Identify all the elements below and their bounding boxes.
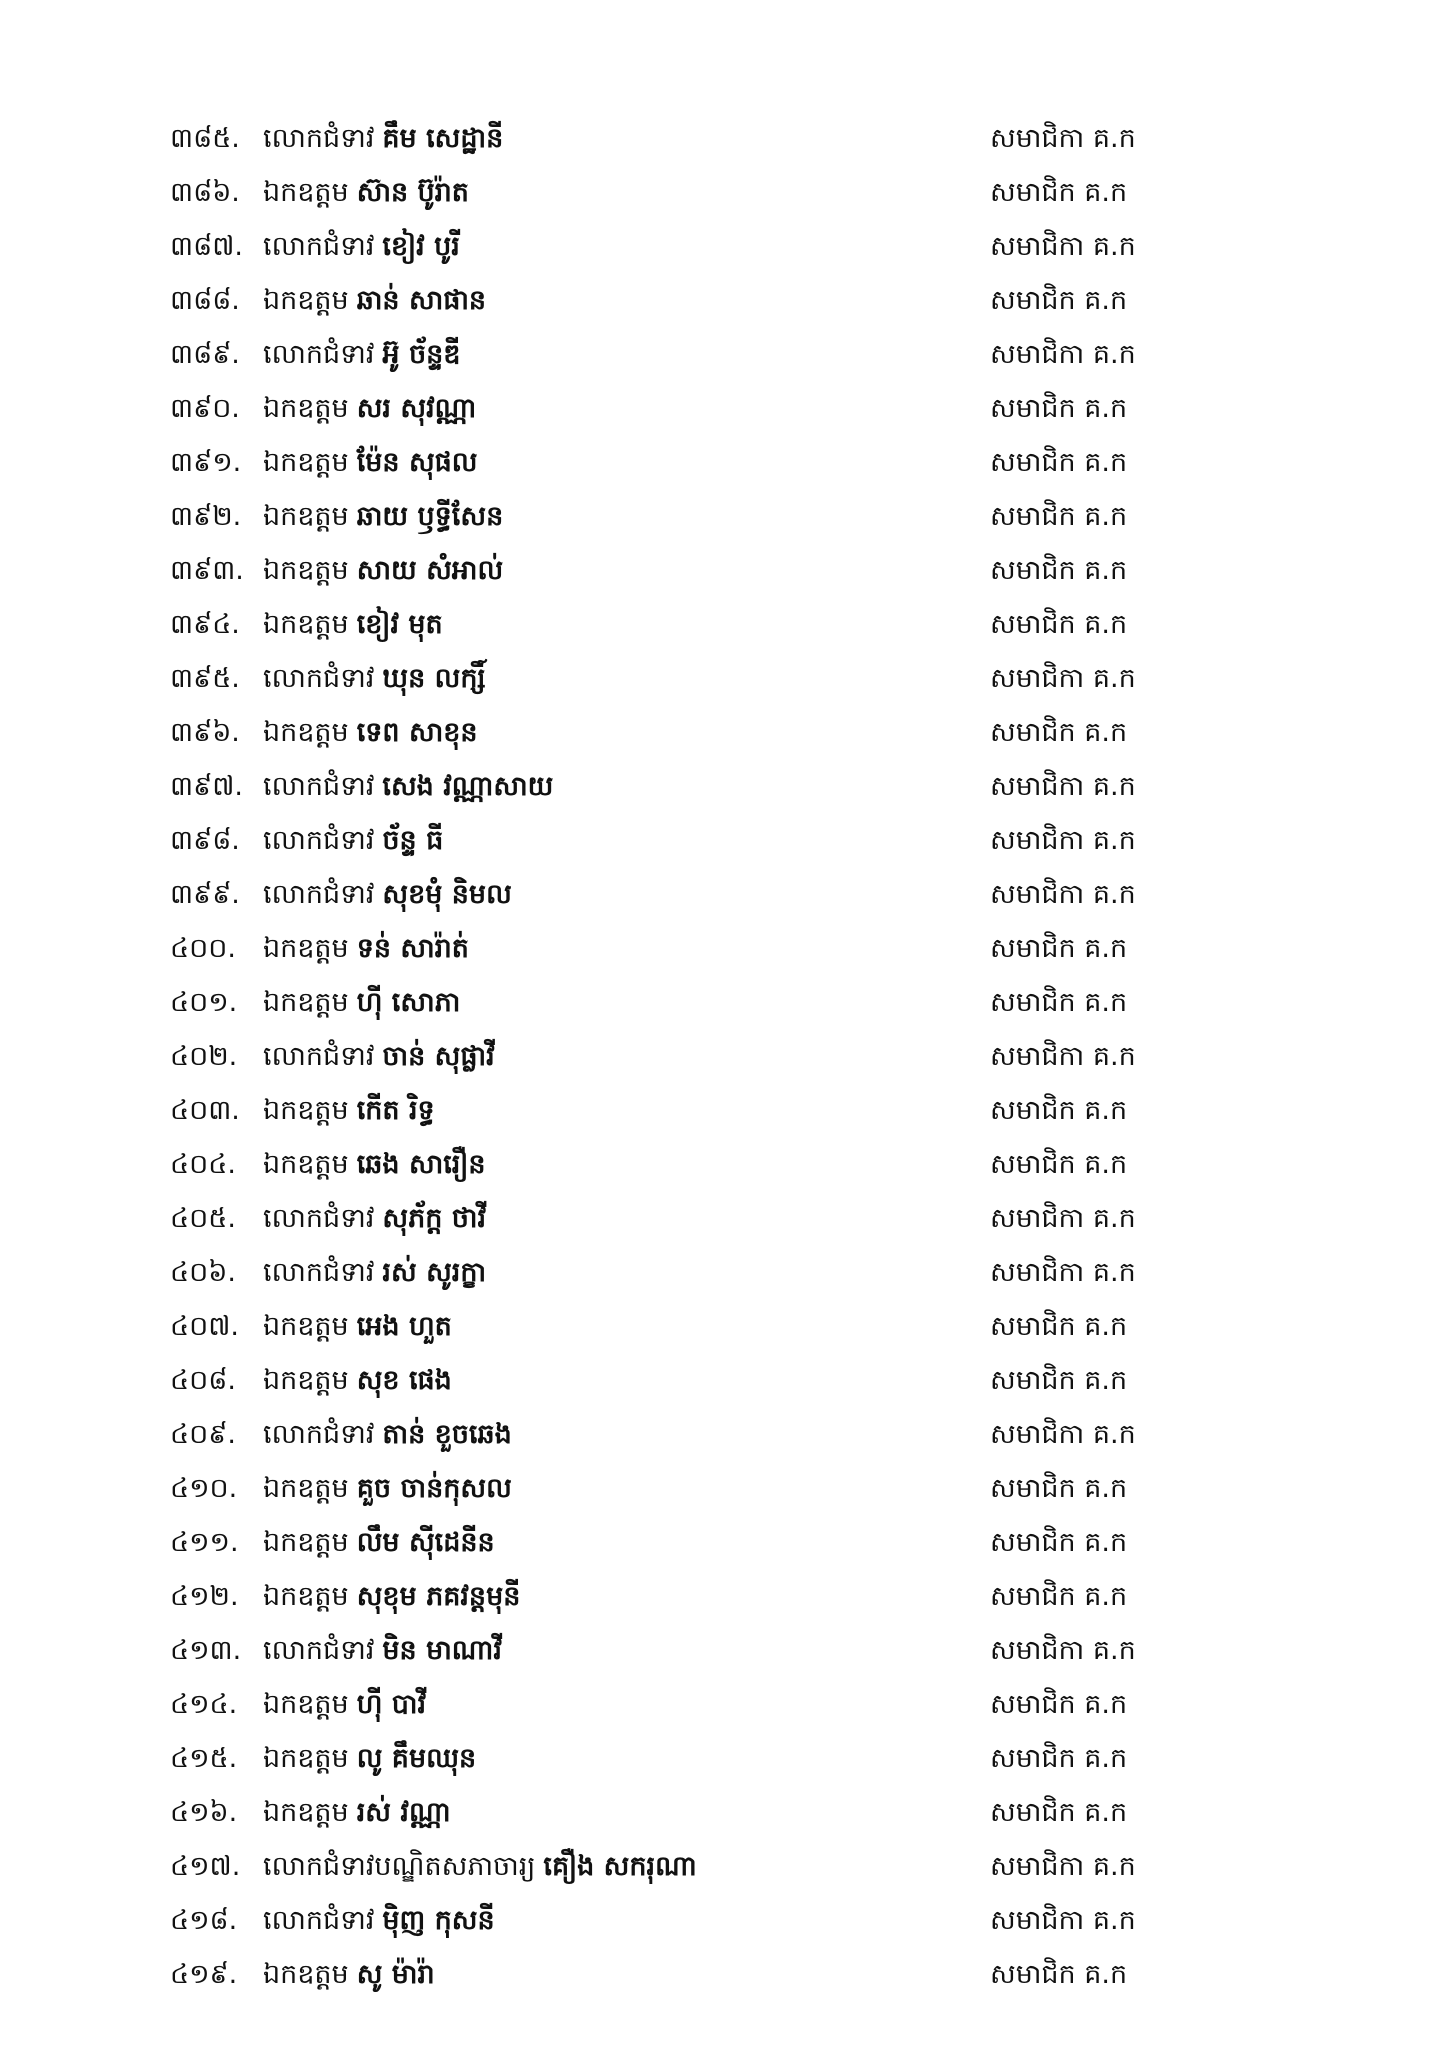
member-role: សមាជិក គ.ក [990, 1581, 1128, 1612]
member-entry [263, 1084, 435, 1138]
member-number: ៤០៨. [170, 1365, 236, 1396]
member-entry [263, 436, 478, 490]
member-entry [263, 598, 443, 652]
member-name: លឹម ស៊ីដេនីន [356, 1527, 495, 1558]
member-name: សុខមុំ និមល [382, 879, 512, 910]
member-name: រស់ សូរក្ខា [382, 1257, 487, 1288]
list-item [0, 1570, 1448, 1624]
member-role: សមាជិក គ.ក [990, 609, 1128, 640]
member-number: ៣៨៥. [170, 123, 240, 154]
member-role: សមាជិក គ.ក [990, 447, 1128, 478]
member-entry [263, 706, 478, 760]
member-entry [263, 652, 486, 706]
list-item [0, 1462, 1448, 1516]
member-role: សមាជិក គ.ក [990, 393, 1128, 424]
member-entry [263, 1246, 486, 1300]
member-honorific: ឯកឧត្ដម [263, 1311, 349, 1342]
member-entry [263, 328, 460, 382]
member-honorific: លោកជំទាវ [263, 1041, 375, 1072]
member-number: ៤០៤. [170, 1149, 236, 1180]
member-honorific: ឯកឧត្ដម [263, 1365, 349, 1396]
member-role: សមាជិក គ.ក [990, 1959, 1128, 1990]
member-role: សមាជិក គ.ក [990, 1473, 1128, 1504]
member-number: ៣៩០. [170, 393, 240, 424]
list-item [0, 1354, 1448, 1408]
member-role: សមាជិក គ.ក [990, 1797, 1128, 1828]
member-role: សមាជិក គ.ក [990, 717, 1128, 748]
member-number: ៣៨៨. [170, 285, 240, 316]
list-item [0, 598, 1448, 652]
member-honorific: ឯកឧត្ដម [263, 501, 349, 532]
member-number: ៤០៧. [170, 1311, 239, 1342]
list-item [0, 652, 1448, 706]
member-role: សមាជិកា គ.ក [990, 771, 1136, 802]
list-item [0, 1030, 1448, 1084]
list-item [0, 1516, 1448, 1570]
member-role: សមាជិក គ.ក [990, 1527, 1128, 1558]
member-entry [263, 1840, 697, 1894]
list-item [0, 382, 1448, 436]
member-entry [263, 1138, 486, 1192]
member-name: គឿង សករុណា [543, 1851, 697, 1882]
member-role: សមាជិកា គ.ក [990, 1041, 1136, 1072]
member-role: សមាជិកា គ.ក [990, 1203, 1136, 1234]
member-honorific: ឯកឧត្ដម [263, 717, 349, 748]
member-honorific: លោកជំទាវ [263, 1635, 375, 1666]
member-entry [263, 976, 460, 1030]
member-role: សមាជិក គ.ក [990, 285, 1128, 316]
list-item [0, 490, 1448, 544]
member-name: ម៉ែន សុផល [356, 447, 478, 478]
member-number: ៣៨៧. [170, 231, 243, 262]
list-item [0, 1138, 1448, 1192]
member-number: ៤១៣. [170, 1635, 242, 1666]
member-number: ៤១២. [170, 1581, 239, 1612]
member-honorific: លោកជំទាវ [263, 339, 375, 370]
member-role: សមាជិកា គ.ក [990, 879, 1136, 910]
list-item [0, 1246, 1448, 1300]
member-role: សមាជិក គ.ក [990, 177, 1128, 208]
list-item [0, 112, 1448, 166]
member-role: សមាជិក គ.ក [990, 987, 1128, 1018]
member-role: សមាជិកា គ.ក [990, 339, 1136, 370]
member-name: រស់ វណ្ណា [356, 1797, 451, 1828]
list-item [0, 1192, 1448, 1246]
member-honorific: ឯកឧត្ដម [263, 1149, 349, 1180]
list-item [0, 1894, 1448, 1948]
member-role: សមាជិក គ.ក [990, 1365, 1128, 1396]
member-name: ឆាយ ឫទ្ធីសែន [356, 501, 504, 532]
member-honorific: លោកជំទាវ [263, 1419, 375, 1450]
member-entry [263, 1354, 452, 1408]
member-role: សមាជិក គ.ក [990, 501, 1128, 532]
member-number: ៤០៣. [170, 1095, 240, 1126]
member-number: ៤០០. [170, 933, 236, 964]
member-name: តាន់ ខួចឆេង [382, 1419, 512, 1450]
list-item [0, 760, 1448, 814]
member-name: ទេព សាខុន [356, 717, 478, 748]
member-name: ទន់ សារ៉ាត់ [356, 933, 469, 964]
member-name: ខៀវ មុត [356, 609, 443, 640]
member-entry [263, 112, 503, 166]
list-item [0, 274, 1448, 328]
member-entry [263, 544, 503, 598]
member-number: ៣៩៨. [170, 825, 240, 856]
member-number: ៣៨៦. [170, 177, 240, 208]
member-number: ៣៩២. [170, 501, 242, 532]
member-role: សមាជិក គ.ក [990, 555, 1128, 586]
member-role: សមាជិកា គ.ក [990, 123, 1136, 154]
member-number: ៤១៩. [170, 1959, 238, 1990]
member-name: ហ៊ី សោភា [356, 987, 461, 1018]
member-honorific: លោកជំទាវ [263, 879, 375, 910]
member-number: ៣៩៤. [170, 609, 240, 640]
list-item [0, 1840, 1448, 1894]
list-item [0, 706, 1448, 760]
list-item [0, 328, 1448, 382]
member-list [0, 112, 1448, 2002]
member-number: ៣៩១. [170, 447, 242, 478]
member-role: សមាជិកា គ.ក [990, 1905, 1136, 1936]
member-entry [263, 382, 476, 436]
member-number: ៤១៨. [170, 1905, 238, 1936]
member-role: សមាជិកា គ.ក [990, 231, 1136, 262]
member-honorific: ឯកឧត្ដម [263, 1581, 349, 1612]
member-entry [263, 1732, 476, 1786]
member-name: សុខុម ភគវន្ដមុនី [356, 1581, 521, 1612]
member-entry [263, 1408, 512, 1462]
member-name: ស៊ាន ប៊ូរ៉ាត [356, 177, 469, 208]
member-entry [263, 1678, 426, 1732]
member-name: ឆេង សារឿន [356, 1149, 486, 1180]
member-honorific: ឯកឧត្ដម [263, 933, 349, 964]
member-name: សុភ័ក្ដ ថាវី [382, 1203, 487, 1234]
member-number: ៤១៤. [170, 1689, 238, 1720]
member-name: គួច ចាន់កុសល [356, 1473, 512, 1504]
member-honorific: ឯកឧត្ដម [263, 1095, 349, 1126]
member-name: មិន មាណាវី [382, 1635, 502, 1666]
member-honorific: លោកជំទាវ [263, 231, 375, 262]
list-item [0, 1408, 1448, 1462]
member-entry [263, 1894, 495, 1948]
member-role: សមាជិកា គ.ក [990, 825, 1136, 856]
member-name: សុខ ផេង [356, 1365, 452, 1396]
member-number: ៤១៦. [170, 1797, 238, 1828]
member-honorific: ឯកឧត្ដម [263, 1689, 349, 1720]
list-item [0, 976, 1448, 1030]
member-number: ៤១១. [170, 1527, 239, 1558]
list-item [0, 544, 1448, 598]
member-entry [263, 922, 469, 976]
list-item [0, 922, 1448, 976]
list-item [0, 814, 1448, 868]
list-item [0, 1678, 1448, 1732]
member-honorific: លោកជំទាវបណ្ឌិតសភាចារ្យ [263, 1851, 536, 1882]
member-role: សមាជិក គ.ក [990, 933, 1128, 964]
member-name: គឹម សេដ្ឋានី [382, 123, 504, 154]
member-number: ៣៩៦. [170, 717, 240, 748]
list-item [0, 436, 1448, 490]
member-entry [263, 1192, 486, 1246]
member-entry [263, 1300, 452, 1354]
member-name: អ៊ូ ច័ន្ទឌី [382, 339, 461, 370]
member-number: ៤០៥. [170, 1203, 236, 1234]
member-entry [263, 1462, 512, 1516]
member-name: ច័ន្ទ ធី [382, 825, 444, 856]
member-honorific: ឯកឧត្ដម [263, 609, 349, 640]
list-item [0, 220, 1448, 274]
list-item [0, 1948, 1448, 2002]
member-number: ៣៨៩. [170, 339, 240, 370]
member-honorific: ឯកឧត្ដម [263, 1743, 349, 1774]
member-number: ៤០២. [170, 1041, 238, 1072]
member-honorific: លោកជំទាវ [263, 825, 375, 856]
member-name: លូ គឹមឈុន [356, 1743, 477, 1774]
member-honorific: ឯកឧត្ដម [263, 555, 349, 586]
member-role: សមាជិកា គ.ក [990, 1419, 1136, 1450]
member-name: សរ សុវណ្ណា [356, 393, 477, 424]
member-number: ៣៩៩. [170, 879, 240, 910]
member-role: សមាជិក គ.ក [990, 1149, 1128, 1180]
list-item [0, 868, 1448, 922]
member-entry [263, 490, 503, 544]
list-item [0, 1084, 1448, 1138]
member-name: ឃុន លក្សិ៍ [382, 663, 486, 694]
member-number: ៤០៦. [170, 1257, 236, 1288]
member-honorific: ឯកឧត្ដម [263, 285, 349, 316]
member-number: ៣៩៧. [170, 771, 243, 802]
member-entry [263, 1786, 450, 1840]
member-number: ៣៩៥. [170, 663, 240, 694]
member-role: សមាជិកា គ.ក [990, 1257, 1136, 1288]
member-honorific: ឯកឧត្ដម [263, 1797, 349, 1828]
member-name: ខៀវ បូរី [382, 231, 460, 262]
member-number: ៤១៧. [170, 1851, 241, 1882]
list-item [0, 1732, 1448, 1786]
member-entry [263, 760, 553, 814]
member-number: ៤១០. [170, 1473, 238, 1504]
member-honorific: លោកជំទាវ [263, 771, 375, 802]
member-role: សមាជិកា គ.ក [990, 1635, 1136, 1666]
list-item [0, 1624, 1448, 1678]
member-honorific: លោកជំទាវ [263, 1905, 375, 1936]
member-honorific: ឯកឧត្ដម [263, 987, 349, 1018]
member-number: ៤០៩. [170, 1419, 236, 1450]
member-name: ហ៊ី បាវី [356, 1689, 427, 1720]
member-name: សាយ សំអាល់ [356, 555, 504, 586]
member-entry [263, 814, 443, 868]
member-entry [263, 220, 460, 274]
member-honorific: លោកជំទាវ [263, 1203, 375, 1234]
list-item [0, 1786, 1448, 1840]
member-role: សមាជិក គ.ក [990, 1095, 1128, 1126]
member-honorific: លោកជំទាវ [263, 123, 375, 154]
member-name: ចាន់ សុផ្លាវី [382, 1041, 495, 1072]
member-honorific: ឯកឧត្ដម [263, 1473, 349, 1504]
member-honorific: លោកជំទាវ [263, 1257, 375, 1288]
member-role: សមាជិកា គ.ក [990, 663, 1136, 694]
member-name: ម៉ិញ កុសនី [382, 1905, 495, 1936]
member-honorific: ឯកឧត្ដម [263, 1959, 349, 1990]
member-entry [263, 1624, 502, 1678]
member-entry [263, 1030, 495, 1084]
member-role: សមាជិកា គ.ក [990, 1851, 1136, 1882]
member-honorific: ឯកឧត្ដម [263, 447, 349, 478]
member-role: សមាជិក គ.ក [990, 1311, 1128, 1342]
member-honorific: ឯកឧត្ដម [263, 1527, 349, 1558]
member-honorific: ឯកឧត្ដម [263, 393, 349, 424]
member-name: ឆាន់ សាផាន [356, 285, 487, 316]
member-entry [263, 1948, 435, 2002]
member-name: កើត រិទ្ធ [356, 1095, 435, 1126]
list-item [0, 166, 1448, 220]
member-entry [263, 166, 469, 220]
member-name: សូ ម៉ារ៉ា [356, 1959, 435, 1990]
member-number: ៤១៥. [170, 1743, 238, 1774]
member-number: ៤០១. [170, 987, 238, 1018]
list-item [0, 1300, 1448, 1354]
member-number: ៣៩៣. [170, 555, 244, 586]
member-entry [263, 1516, 495, 1570]
member-role: សមាជិក គ.ក [990, 1743, 1128, 1774]
member-name: សេង វណ្ណាសាយ [382, 771, 554, 802]
member-honorific: ឯកឧត្ដម [263, 177, 349, 208]
member-name: អេង ហួត [356, 1311, 452, 1342]
member-honorific: លោកជំទាវ [263, 663, 375, 694]
member-entry [263, 1570, 520, 1624]
member-entry [263, 274, 486, 328]
member-role: សមាជិក គ.ក [990, 1689, 1128, 1720]
member-entry [263, 868, 512, 922]
